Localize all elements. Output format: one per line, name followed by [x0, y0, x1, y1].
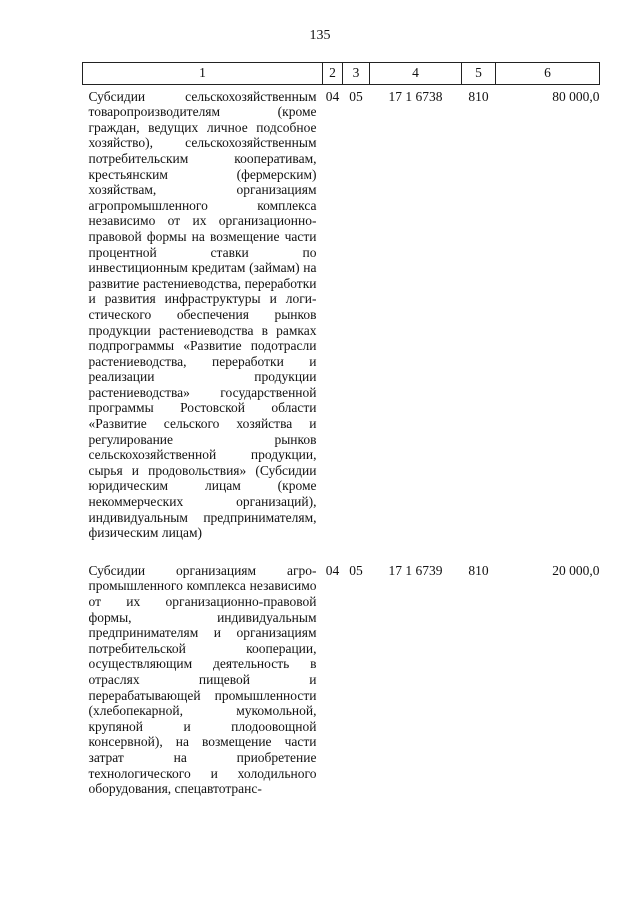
page-number: 135: [309, 28, 331, 43]
row-subsection: 05: [349, 562, 363, 578]
table-body: [83, 84, 600, 797]
row-section: 04: [325, 88, 340, 104]
row-target: 17 1 6738: [388, 88, 443, 104]
table-header: [83, 63, 600, 85]
row-amount: 20 000,0: [552, 562, 600, 578]
row-target: 17 1 6739: [388, 562, 443, 578]
row-expense-type: 810: [468, 88, 489, 104]
header-col-6: 6: [496, 63, 600, 85]
row-section: 04: [325, 562, 340, 578]
table-row: [83, 84, 600, 541]
row-description: Субсидии сельскохозяйственным товаропроизводителям (кроме граждан, ведущих личное подсобное хозяйство), сельскохозяйственным потребительским кооперативам, крестьянским (фермерским) хозяйствам, организациям агропромышленного комплекса независимо от их организационно-правовой формы на возмещение части процентной ставки по инвестиционным кредитам (займам) на развитие растениеводства, переработки и развития инфраструктуры и логистического обеспечения рынков продукции растениеводства в рамках подпрограммы «Развитие подотрасли растениеводства, переработки и реализации продукции растениеводства» государственной программы Ростовской области «Развитие сельского хозяйства и регулирование рынков сельскохозяйственной продукции, сырья и продовольствия» (Субсидии юридическим лицам (кроме некоммерческих организаций), индивидуальным предпринимателям, физическим лицам): [88, 88, 317, 541]
header-row: [83, 63, 600, 85]
row-expense-type: 810: [468, 562, 489, 578]
row-subsection: 05: [349, 88, 363, 104]
header-col-5: 5: [462, 63, 496, 85]
header-col-1: 1: [83, 63, 323, 85]
header-col-2: 2: [323, 63, 343, 85]
budget-table: [82, 62, 600, 797]
header-col-3: 3: [343, 63, 370, 85]
table-row: [83, 541, 600, 797]
row-amount: 80 000,0: [552, 88, 600, 104]
row-description: Субсидии организациям агропромышленного комплекса независимо от их организационно-правовой формы, индивидуальным предпринимателям и организациям потребительской кооперации, осуществляющим деятельность в отраслях пищевой и перерабатывающей промышленности (хлебопекарной, мукомольной, крупяной и плодоовощной консервной), на возмещение части затрат на приобретение технологического и холодильного оборудования, спецавтотранс-: [88, 562, 317, 797]
header-col-4: 4: [370, 63, 462, 85]
